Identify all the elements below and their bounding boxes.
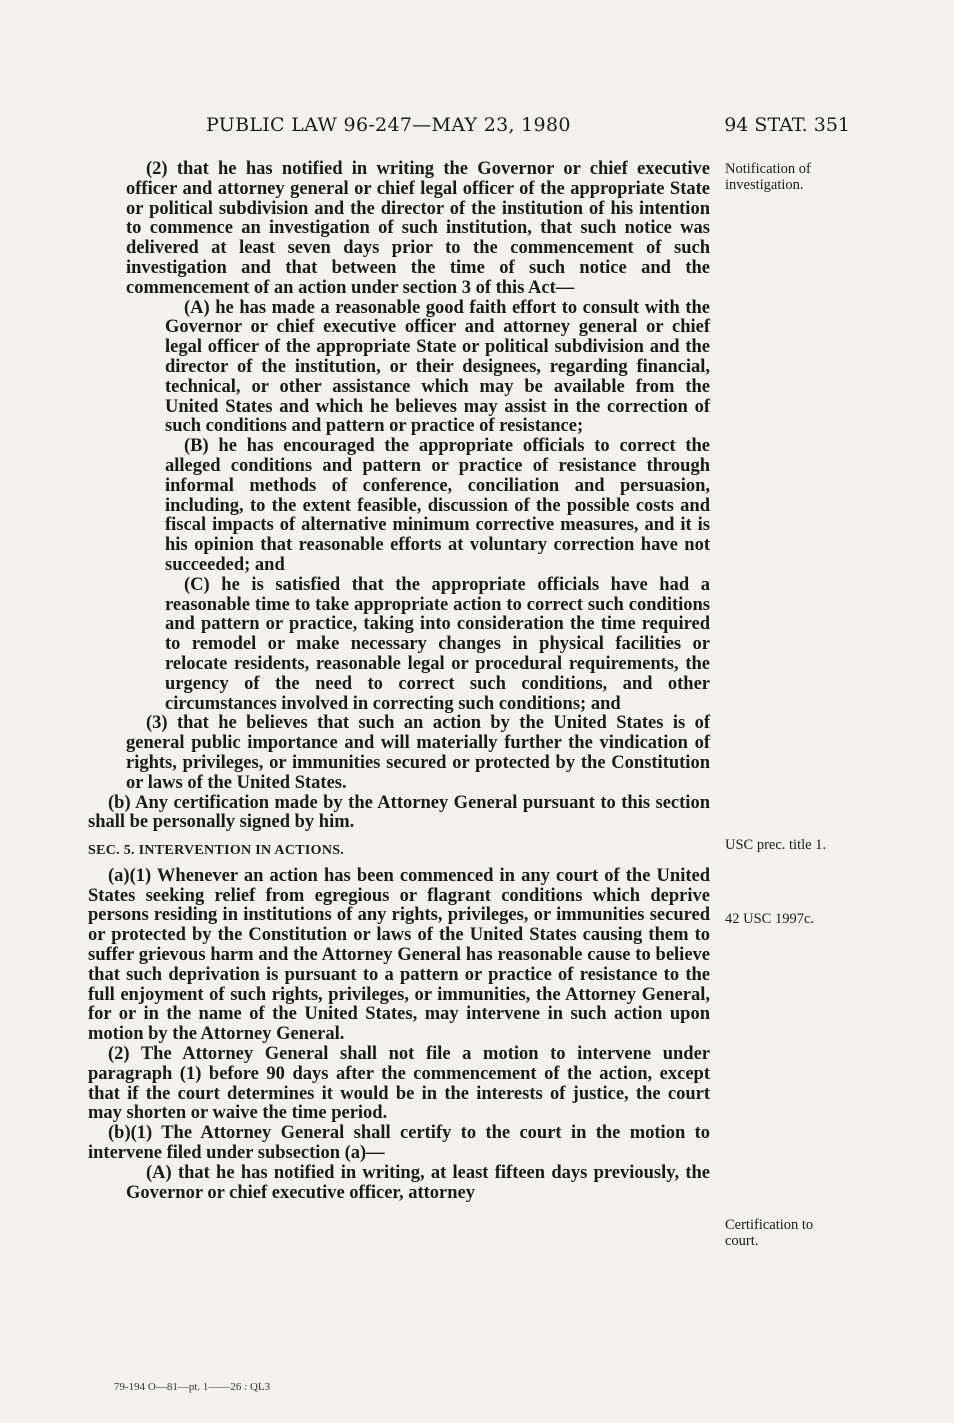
paragraph-3: (3) that he believes that such an action by the United States is of general public importance and will materially further the vindication of rights, privileges, or immunities secured or protected by the Constitution or laws of the United States. — [126, 713, 710, 793]
header-stat-number: 94 STAT. 351 — [724, 114, 850, 136]
paragraph-b1: (b)(1) The Attorney General shall certify to the court in the motion to intervene filed under subsection (a)— — [88, 1123, 710, 1164]
paragraph-a1: (a)(1) Whenever an action has been commenced in any court of the United States seeking relief from egregious or flagrant conditions which deprive persons residing in institutions of any rights, privileges, or immunities secured or protected by the Constitution or laws of the United States causing them to suffer grievous harm and the Attorney General has reasonable cause to believe that such deprivation is pursuant to a pattern or practice of resistance to the full enjoyment of such rights, privileges, or immunities, the Attorney General, for or in the name of the United States, may intervene in such action upon motion by the Attorney General. — [88, 865, 710, 1045]
margin-note-notification: Notification of investigation. — [725, 161, 811, 193]
margin-note-usc-1997c: 42 USC 1997c. — [725, 911, 815, 927]
header-title: PUBLIC LAW 96-247—MAY 23, 1980 — [206, 114, 571, 136]
paragraph-C: (C) he is satisfied that the appropriate officials have had a reasonable time to take appropriate action to correct such conditions and pattern or practice, taking into consideration the time required to remodel or make necessary changes in physical facilities or relocate residents, reasonable legal or procedural requirements, the urgency of the need to correct such conditions, and other circumstances involved in correcting such conditions; and — [165, 574, 710, 714]
print-code-footer: 79-194 O—81—pt. 1——26 : QL3 — [114, 1381, 271, 1393]
margin-note-usc-prec: USC prec. title 1. — [725, 837, 827, 853]
body-text — [88, 160, 710, 1203]
paragraph-b1-A: (A) that he has notified in writing, at least fifteen days previously, the Governor or chief executive officer, attorney — [126, 1162, 710, 1203]
section-5-heading: SEC. 5. INTERVENTION IN ACTIONS. — [88, 843, 345, 859]
paragraph-A: (A) he has made a reasonable good faith effort to consult with the Governor or chief executive officer and attorney general or chief legal officer of the appropriate State or political subdivision and the director of the institution, or their designees, regarding financial, technical, or other assistance which may be available from the United States and which he believes may assist in the correction of such conditions and pattern or practice of resistance; — [165, 297, 710, 437]
margin-note-certification: Certification to court. — [725, 1217, 814, 1249]
paragraph-B: (B) he has encouraged the appropriate officials to correct the alleged conditions and pattern or practice of resistance through informal methods of conference, conciliation and persuasion, including, to the extent feasible, discussion of the possible costs and fiscal impacts of alternative minimum corrective measures, and it is his opinion that reasonable efforts at voluntary correction have not succeeded; and — [165, 436, 710, 575]
paragraph-b: (b) Any certification made by the Attorney General pursuant to this section shall be personally signed by him. — [88, 792, 710, 833]
paragraph-2: (2) that he has notified in writing the Governor or chief executive officer and attorney general or chief legal officer of the appropriate State or political subdivision and the director of the institution of his intention to commence an investigation of such institution, that such notice was delivered at least seven days prior to the commencement of such investigation and that between the time of such notice and the commencement of an action under section 3 of this Act— — [126, 159, 710, 298]
paragraph-a2: (2) The Attorney General shall not file a motion to intervene under paragraph (1) before 90 days after the commencement of the action, except that if the court determines it would be in the interests of justice, the court may shorten or waive the time period. — [88, 1044, 710, 1124]
